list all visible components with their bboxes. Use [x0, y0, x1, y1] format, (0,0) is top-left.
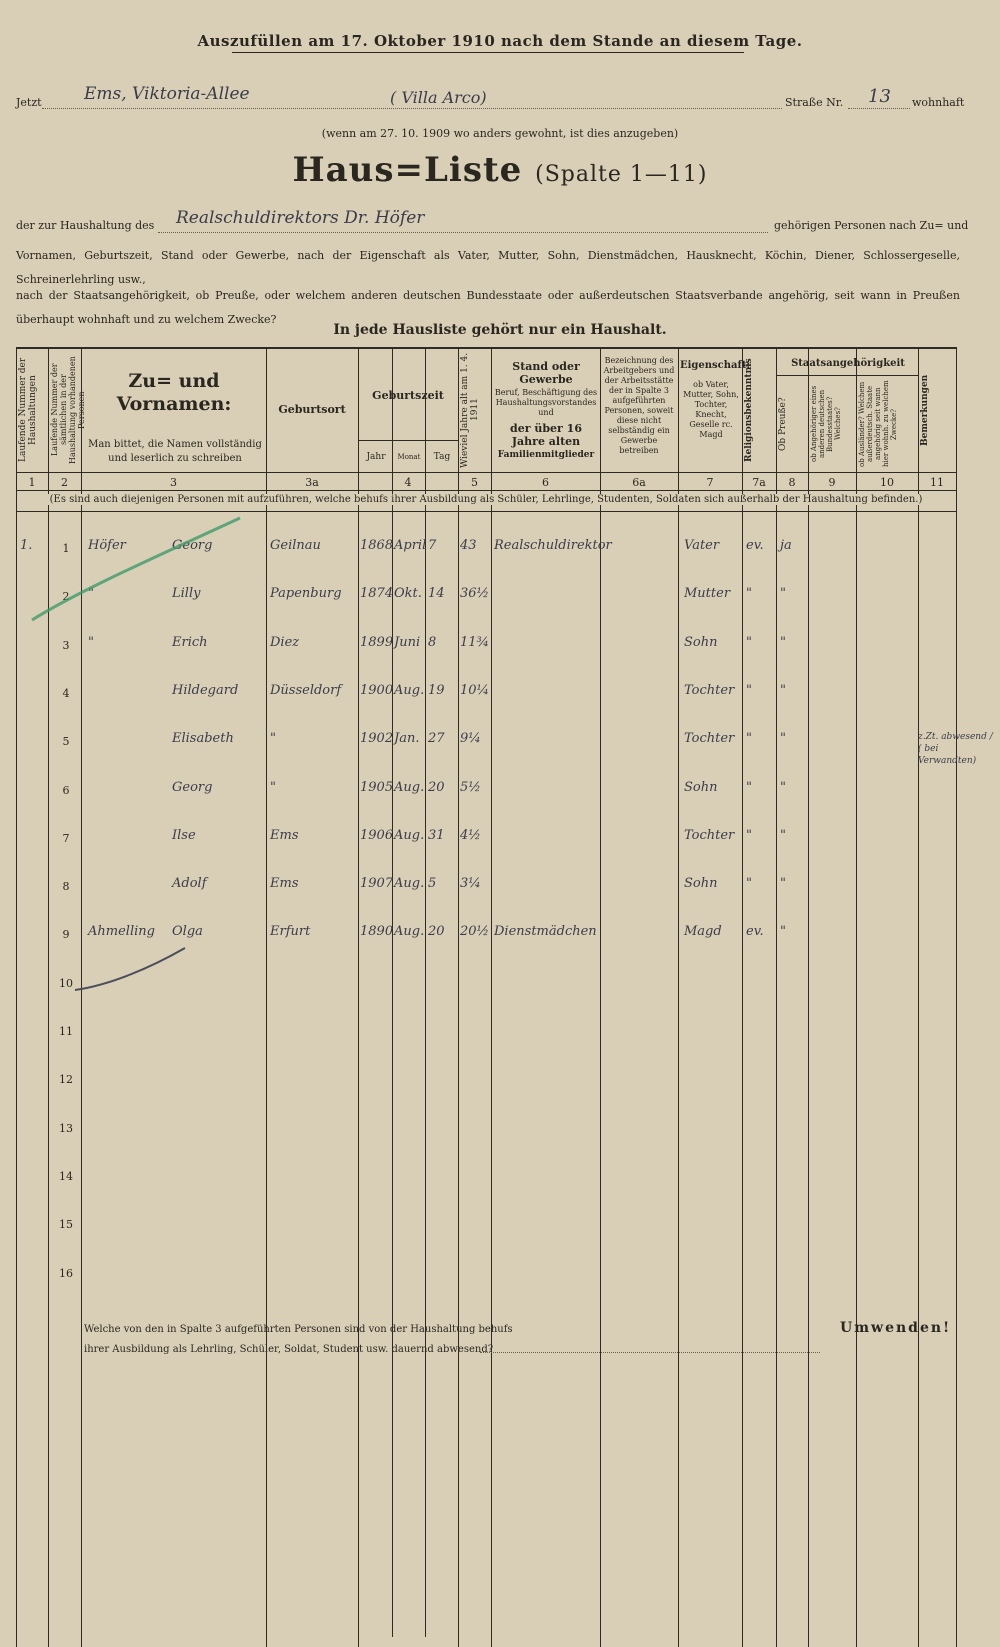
row-person-number: 7	[62, 831, 70, 845]
row-role: Vater	[684, 538, 720, 553]
row-religion: "	[746, 682, 752, 698]
row-preusse: "	[780, 924, 786, 940]
col-religion-header: Religionsbekenntnis	[744, 358, 754, 462]
row-age: 43	[460, 538, 477, 553]
row-role: Tochter	[684, 731, 735, 747]
gray-pencil-stroke	[75, 948, 185, 990]
row-birth-year: 1890	[360, 924, 394, 940]
colnum: 6a	[632, 476, 646, 489]
row-birth-month: Aug.	[394, 682, 425, 698]
intro-suffix: gehörigen Personen nach Zu= und	[774, 219, 969, 232]
row-person-number: 15	[59, 1218, 73, 1232]
previous-address-note: (wenn am 27. 10. 1909 wo anders gewohnt, ist dies anzugeben)	[321, 127, 679, 140]
row-religion: ev.	[746, 924, 764, 940]
col-stand-title: Stand oder Gewerbe	[512, 360, 580, 386]
row-role: Mutter	[684, 586, 731, 602]
col-tag-header: Tag	[433, 452, 451, 462]
row-birth-year: 1874	[360, 586, 394, 602]
row-religion: "	[746, 876, 752, 892]
strasse-label: Straße Nr.	[785, 96, 844, 109]
form-instruction-title: Auszufüllen am 17. Oktober 1910 nach dem Stande an diesem Tage.	[197, 32, 803, 50]
row-person-number: 2	[62, 590, 70, 604]
row-religion: "	[746, 827, 752, 843]
col-staat-header: Staatsangehörigkeit	[791, 358, 905, 369]
col-eigenschaft-note: ob Vater, Mutter, Sohn, Tochter, Knecht, Geselle rc. Magd	[683, 380, 739, 439]
row-preusse: "	[780, 586, 786, 602]
row-birth-month: Aug.	[394, 924, 425, 940]
row-person-number: 4	[62, 686, 70, 700]
row-role: Sohn	[684, 876, 718, 892]
row-birth-year: 1868	[360, 538, 394, 553]
row-age: 36½	[460, 586, 490, 602]
row-birth-day: 20	[428, 779, 445, 795]
row-birth-day: 20	[428, 924, 445, 940]
row-birth-month: Aug.	[394, 827, 425, 843]
col-haushaltung-number-header: Laufende Nummer der Haushaltungen	[18, 357, 38, 463]
row-person-number: 11	[59, 1025, 73, 1038]
row-person-number: 13	[59, 1121, 73, 1135]
colnum: 9	[828, 476, 836, 489]
row-given-name: Adolf	[172, 876, 207, 892]
row-occupation: Realschuldirektor	[494, 538, 612, 553]
col-eigenschaft-title: Eigenschaft:	[680, 360, 751, 371]
colnum: 6	[542, 476, 549, 489]
row-person-number: 6	[62, 783, 70, 797]
row-birthplace: Ems	[270, 876, 299, 892]
col-bemerkungen-header: Bemerkungen	[920, 374, 930, 446]
row-birth-month: Jan.	[394, 731, 420, 747]
row-given-name: Lilly	[172, 586, 201, 602]
col-geburtszeit-header: Geburtszeit	[372, 389, 444, 402]
row-haushaltung-number: 1.	[20, 538, 33, 553]
row-preusse: "	[780, 731, 786, 747]
row-birth-year: 1899	[360, 634, 394, 650]
absent-persons-line	[480, 1352, 820, 1353]
house-number: 13	[868, 86, 891, 107]
villa-handwritten: ( Villa Arco)	[390, 88, 487, 107]
colnum: 3a	[305, 476, 319, 489]
col-age-header: Wieviel Jahre alt am 1. 4. 1911	[460, 352, 480, 468]
colnum: 8	[788, 476, 796, 489]
row-birth-day: 5	[428, 876, 437, 892]
row-birth-year: 1900	[360, 682, 394, 698]
row-birth-month: Aug.	[394, 779, 425, 795]
colnum: 2	[61, 476, 68, 489]
row-birth-day: 8	[428, 634, 437, 650]
colnum: 5	[471, 476, 478, 489]
col-stand-bold: der über 16 Jahre alten	[510, 422, 582, 448]
col-names-note: Man bittet, die Namen vollständig und leserlich zu schreiben	[88, 439, 262, 464]
row-birth-month: Juni	[394, 634, 421, 650]
row-birth-month: Okt.	[394, 586, 422, 602]
colnum: 3	[170, 476, 177, 489]
row-person-number: 8	[62, 880, 70, 894]
row-role: Magd	[684, 924, 722, 940]
row-role: Tochter	[684, 682, 735, 698]
row-birth-month: April	[394, 538, 427, 553]
col-stand-note: Beruf, Beschäftigung des Haushaltungsvorstandes und	[494, 388, 598, 417]
colnum: 4	[404, 476, 412, 489]
row-birthplace: Papenburg	[270, 586, 342, 602]
row-birth-day: 19	[428, 682, 445, 698]
row-birthplace: Diez	[270, 634, 300, 650]
wohnhaft-label: wohnhaft	[912, 96, 965, 109]
col-arbeitgeber-header: Bezeichnung des Arbeitgebers und der Arbeitsstätte der in Spalte 3 aufgeführten Personen, soweit diese nicht selbständig ein Gewerbe betreiben	[603, 356, 675, 455]
row-religion: "	[746, 779, 752, 795]
row-preusse: "	[780, 682, 786, 698]
row-birth-year: 1902	[360, 731, 394, 747]
row-person-number: 5	[62, 735, 70, 749]
row-given-name: Ilse	[172, 827, 196, 843]
haus-liste-heading: Haus=Liste	[292, 150, 523, 190]
row-role: Tochter	[684, 827, 735, 843]
address-handwritten: Ems, Viktoria-Allee	[84, 84, 250, 104]
row-birthplace: Ems	[270, 827, 299, 843]
col-auslaender-header: ob Ausländer? Welchem außerdeutsch. Staate angehörig seit wann hier wohnh. zu welchem Zwecke?	[858, 380, 898, 468]
col-names-title: Zu= und Vornamen:	[116, 370, 232, 415]
row-preusse: ja	[780, 538, 792, 553]
row-religion: "	[746, 731, 752, 747]
row-religion: "	[746, 586, 752, 602]
row-surname: "	[88, 634, 94, 650]
row-surname: Höfer	[88, 538, 126, 553]
col-preusse-header: Ob Preuße?	[778, 397, 788, 451]
row-surname: "	[88, 586, 94, 602]
intro-prefix: der zur Haushaltung des	[16, 219, 155, 232]
row-birth-day: 14	[428, 586, 445, 602]
householder-handwritten: Realschuldirektors Dr. Höfer	[176, 208, 425, 228]
row-given-name: Erich	[172, 634, 208, 650]
green-crayon-stroke	[32, 518, 240, 620]
row-preusse: "	[780, 634, 786, 650]
row-age: 4½	[460, 827, 481, 843]
col-jahr-header: Jahr	[366, 452, 386, 462]
row-surname: Ahmelling	[88, 924, 155, 940]
one-household-note: In jede Hausliste gehört nur ein Haushalt.	[333, 322, 667, 338]
row-birth-day: 31	[428, 827, 445, 843]
row-birthplace: Geilnau	[270, 538, 321, 553]
row-birth-year: 1906	[360, 827, 394, 843]
row-birth-day: 27	[428, 731, 445, 747]
spalte-range: (Spalte 1—11)	[535, 162, 708, 187]
colnum: 11	[930, 476, 944, 489]
row-birth-month: Aug.	[394, 876, 425, 892]
note-row-text: (Es sind auch diejenigen Personen mit aufzuführen, welche behufs ihrer Ausbildung als Schüler, Lehrlinge, Studenten, Soldaten sich außerhalb der Haushaltung befinden.)	[18, 494, 954, 505]
colnum: 7	[706, 476, 714, 489]
row-person-number: 14	[59, 1169, 73, 1183]
row-birthplace: "	[270, 731, 276, 747]
row-age: 3¼	[460, 876, 481, 892]
row-birthplace: Düsseldorf	[270, 682, 342, 698]
row-birthplace: "	[270, 779, 276, 795]
row-given-name: Georg	[172, 779, 213, 795]
absent-persons-question: Welche von den in Spalte 3 aufgeführten Personen sind von der Haushaltung behufs ihrer Ausbildung als Lehrling, Schüler, Soldat, Student usw. dauernd abwesend?	[84, 1324, 513, 1355]
turn-over-note: Umwenden!	[840, 1320, 952, 1336]
col-monat-header: Monat	[397, 453, 421, 461]
row-age: 20½	[460, 924, 490, 940]
row-given-name: Olga	[172, 924, 203, 940]
row-preusse: "	[780, 876, 786, 892]
colnum: 10	[880, 476, 894, 489]
col-geburtsort-header: Geburtsort	[278, 403, 346, 416]
row-remark: z.Zt. abwesend / ( bei Verwandten)	[918, 732, 993, 767]
instruction-paragraph-3: nach der Staatsangehörigkeit, ob Preuße, oder welchem anderen deutschen Bundesstaate oder außerdeutschen Staatsverbande angehörig, seit wann in Preußen überhaupt wohnhaft und zu welchem Zwecke?	[16, 289, 960, 326]
row-person-number: 1	[62, 542, 70, 555]
row-birth-year: 1905	[360, 779, 394, 795]
row-occupation: Dienstmädchen	[494, 924, 597, 940]
col-bundesstaat-header: ob Angehöriger eines anderen deutschen Bundesstaates? Welches?	[810, 385, 842, 463]
row-person-number: 16	[59, 1266, 73, 1280]
row-person-number: 10	[59, 976, 73, 990]
row-age: 10¼	[460, 682, 490, 698]
row-given-name: Hildegard	[172, 682, 239, 698]
row-age: 9¼	[460, 731, 481, 747]
row-given-name: Georg	[172, 538, 213, 553]
row-person-number: 12	[59, 1073, 73, 1087]
colnum: 7a	[752, 476, 766, 489]
row-person-number: 9	[62, 928, 70, 942]
row-role: Sohn	[684, 779, 718, 795]
row-preusse: "	[780, 827, 786, 843]
instruction-paragraph-2: Vornamen, Geburtszeit, Stand oder Gewerbe, nach der Eigenschaft als Vater, Mutter, Sohn, Dienstmädchen, Hausknecht, Köchin, Diener, Schlossergeselle, Schreinerlehrling usw.,	[16, 249, 960, 286]
row-religion: ev.	[746, 538, 764, 553]
row-age: 11¾	[460, 634, 490, 650]
row-age: 5½	[460, 779, 481, 795]
jetzt-label: Jetzt	[16, 96, 42, 109]
row-given-name: Elisabeth	[172, 731, 234, 747]
col-stand-end: Familienmitglieder	[497, 450, 595, 460]
col-person-number-header: Laufende Nummer der sämtlichen in der Haushaltung vorhandenen Personen	[50, 356, 86, 464]
row-role: Sohn	[684, 634, 718, 650]
row-religion: "	[746, 634, 752, 650]
row-birth-day: 7	[428, 538, 437, 553]
row-birth-year: 1907	[360, 876, 394, 892]
row-birthplace: Erfurt	[270, 924, 311, 940]
colnum: 1	[28, 476, 36, 489]
row-person-number: 3	[62, 638, 70, 652]
row-preusse: "	[780, 779, 786, 795]
